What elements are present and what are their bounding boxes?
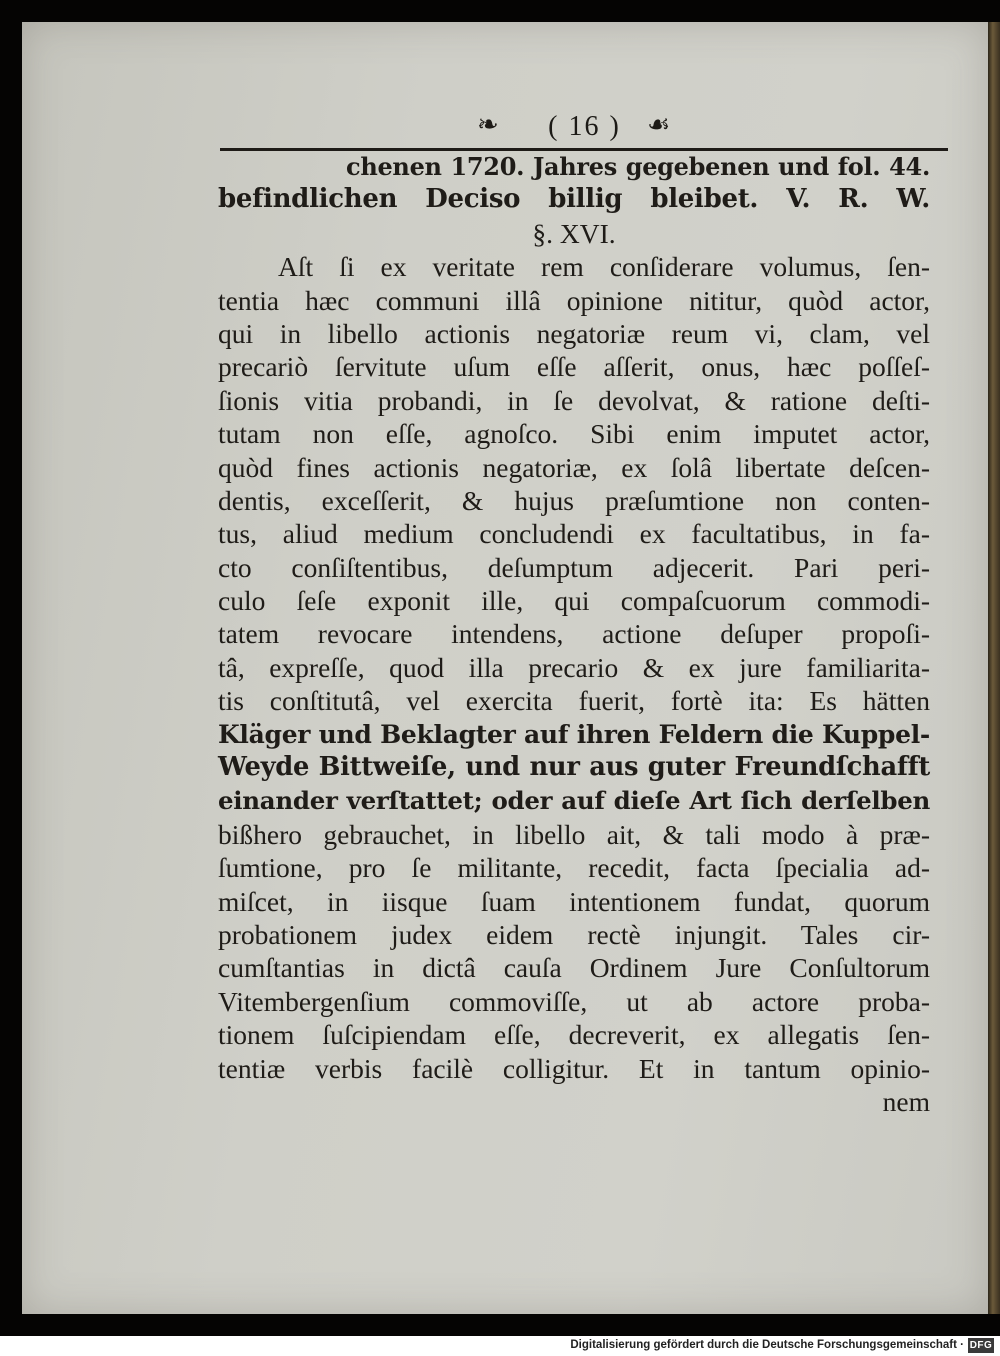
text-line: Kläger und Beklagter auf ihren Feldern die Kuppel- bbox=[218, 719, 930, 749]
footer-bar bbox=[0, 1336, 1000, 1356]
text-line: chenen 1720. Jahres gegebenen und fol. 44. bbox=[346, 152, 930, 181]
text-line: bißhero gebrauchet, in libello ait, & tali modo à præ- bbox=[218, 818, 930, 850]
text-line: tutam non eſſe, agnoſco. Sibi enim imputet actor, bbox=[218, 418, 930, 450]
text-line: tâ, expreſſe, quod illa precario & ex jure familiarita- bbox=[218, 651, 930, 683]
dfg-logo: DFG bbox=[969, 1340, 993, 1351]
text-line: quòd fines actionis negatoriæ, ex ſolâ libertate deſcen- bbox=[218, 451, 930, 483]
ornament-left-icon: ❧ bbox=[477, 110, 499, 140]
text-line: precariò ſervitute uſum eſſe aſſerit, onus, hæc poſſeſ- bbox=[218, 351, 930, 383]
text-line: tionem ſuſcipiendam eſſe, decreverit, ex allegatis ſen- bbox=[218, 1019, 930, 1051]
text-line: Weyde Bittweiſe, und nur aus guter Freundſchafft bbox=[218, 752, 930, 783]
text-line: qui in libello actionis negatoriæ reum vi, clam, vel bbox=[218, 317, 930, 349]
footer-credit: Digitalisierung gefördert durch die Deutsche Forschungsgemeinschaft · bbox=[570, 1339, 964, 1351]
text-line: tis conſtitutâ, vel exercita fuerit, fortè ita: Es hätten bbox=[218, 685, 930, 717]
text-line: probationem judex eidem rectè injungit. Tales cir- bbox=[218, 918, 930, 950]
text-line: befindlichen Deciso billig bleibet. V. R. W. bbox=[218, 184, 930, 215]
catchword: nem bbox=[882, 1085, 930, 1117]
text-line: miſcet, in iisque ſuam intentionem fundat, quorum bbox=[218, 885, 930, 917]
text-line: tus, aliud medium concludendi ex facultatibus, in fa- bbox=[218, 518, 930, 550]
text-line: culo ſeſe exponit ille, qui compaſcuorum commodi- bbox=[218, 585, 930, 617]
body-text bbox=[218, 150, 930, 1118]
text-line: ſionis vitia probandi, in ſe devolvat, & ratione deſti- bbox=[218, 384, 930, 416]
text-line: Vitembergenſium commoviſſe, ut ab actore proba- bbox=[218, 985, 930, 1017]
text-line: tentiæ verbis facilè colligitur. Et in tantum opinio- bbox=[218, 1052, 930, 1084]
text-line: cumſtantias in dictâ cauſa Ordinem Jure Conſultorum bbox=[218, 952, 930, 984]
page-number: ( 16 ) bbox=[548, 111, 621, 142]
text-line: ſumtione, pro ſe militante, recedit, facta ſpecialia ad- bbox=[218, 852, 930, 884]
text-line: Aſt ſi ex veritate rem conſiderare volumus, ſen- bbox=[278, 251, 930, 283]
text-line: tatem revocare intendens, actione deſuper propoſi- bbox=[218, 618, 930, 650]
page-edge bbox=[988, 22, 1000, 1314]
section-heading: §. XVI. bbox=[532, 217, 616, 249]
ornament-right-icon: ☙ bbox=[647, 110, 671, 140]
text-line: dentis, exceſſerit, & hujus præſumtione non conten- bbox=[218, 484, 930, 516]
book-page bbox=[22, 22, 988, 1314]
text-line: tentia hæc communi illâ opinione nititur, quòd actor, bbox=[218, 284, 930, 316]
text-line: einander verſtattet; oder auf dieſe Art ſich derſelben bbox=[218, 786, 930, 816]
page-header bbox=[22, 108, 988, 148]
text-line: cto conſiſtentibus, deſumptum adjecerit. Pari peri- bbox=[218, 551, 930, 583]
